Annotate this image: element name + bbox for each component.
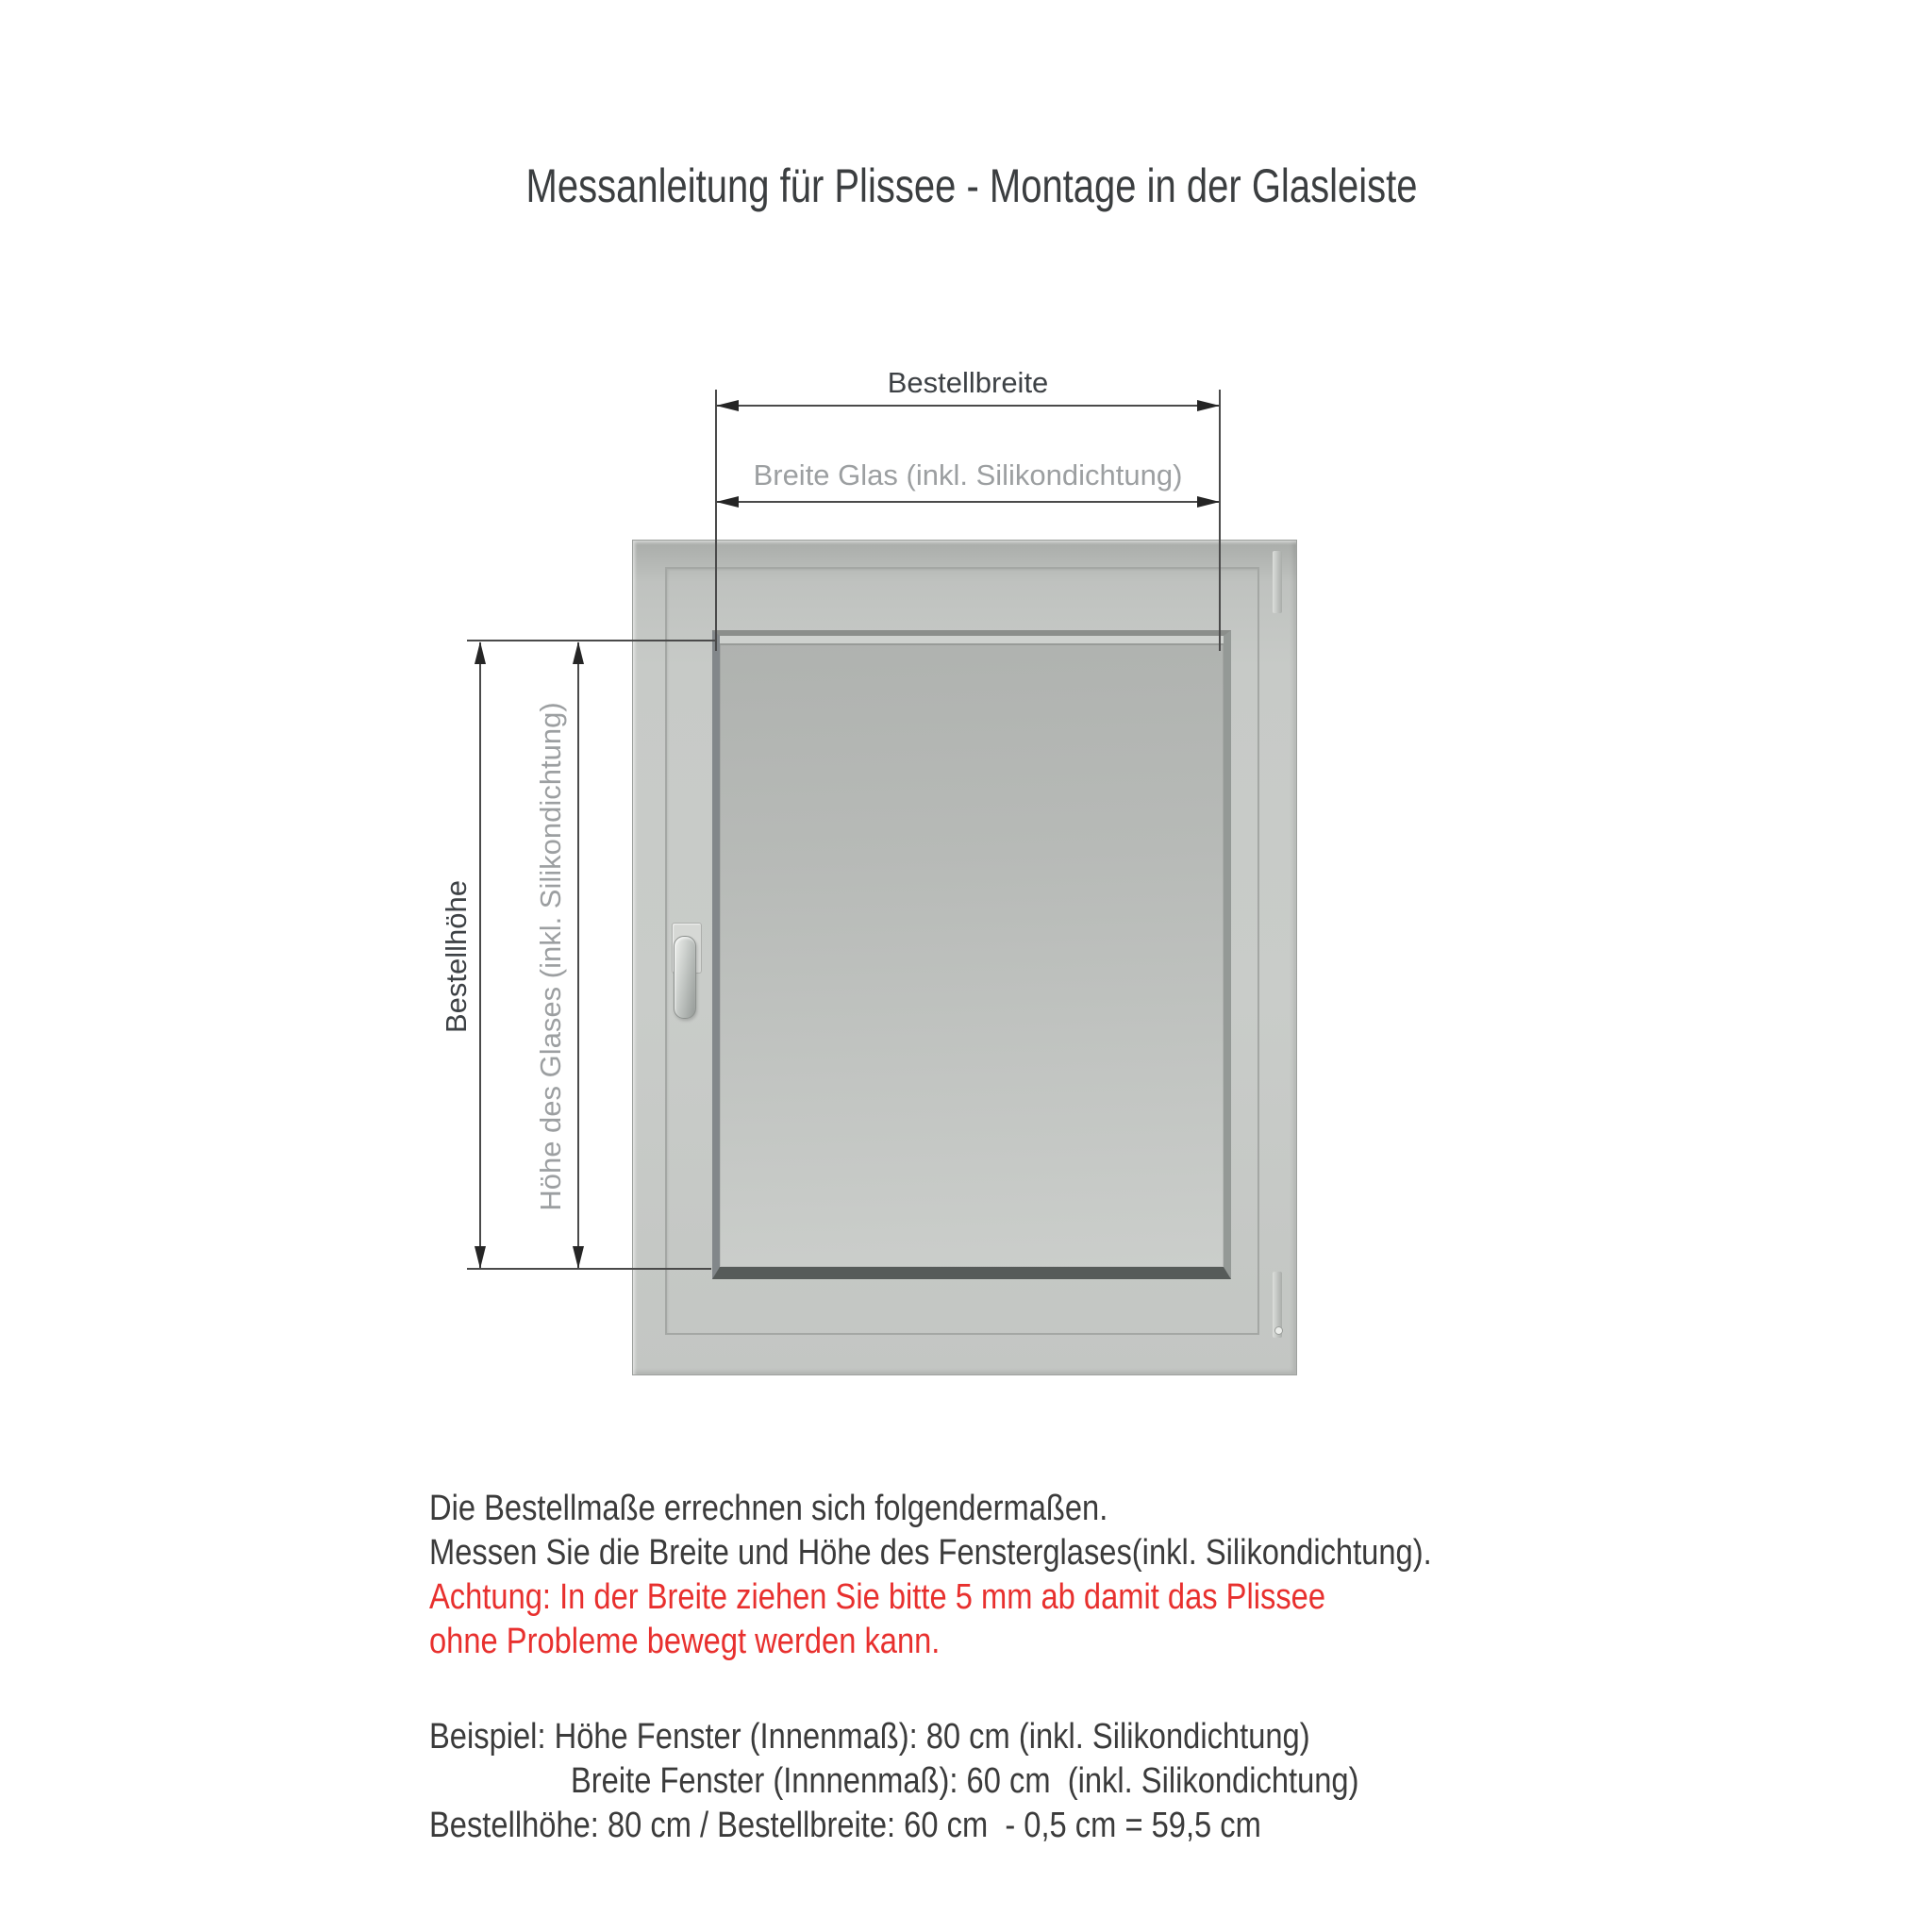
- window-hinge-top: [1273, 551, 1282, 613]
- glazing-bead-strip: [720, 636, 1224, 645]
- example-block: [429, 1715, 1488, 1848]
- example-height-line: Beispiel: Höhe Fenster (Innenmaß): 80 cm (inkl. Silikondichtung): [429, 1717, 1310, 1757]
- warning-line-2: ohne Probleme bewegt werden kann.: [429, 1622, 941, 1661]
- order-width-label: Bestellbreite: [887, 366, 1049, 399]
- glass-width-arrow: [717, 501, 1219, 503]
- extension-line-top: [467, 640, 715, 641]
- arrowhead-right-icon: [1197, 400, 1220, 411]
- extension-line-right: [1219, 390, 1221, 651]
- window-hinge-pin: [1274, 1326, 1283, 1335]
- instruction-line-2: Messen Sie die Breite und Höhe des Fensterglases(inkl. Silikondichtung).: [429, 1533, 1432, 1573]
- arrowhead-up-icon: [475, 641, 486, 664]
- extension-line-left: [715, 390, 717, 651]
- arrowhead-right-icon: [1197, 496, 1220, 508]
- page-title: Messanleitung für Plissee - Montage in der Glasleiste: [525, 159, 1418, 212]
- glass-width-label: Breite Glas (inkl. Silikondichtung): [753, 458, 1183, 491]
- instruction-line-1: Die Bestellmaße errechnen sich folgendermaßen.: [429, 1489, 1108, 1528]
- arrowhead-down-icon: [475, 1246, 486, 1269]
- glass-height-arrow: [577, 642, 579, 1268]
- glass-height-label: Höhe des Glases (inkl. Silikondichtung): [534, 702, 567, 1211]
- window-glass: [712, 630, 1231, 1279]
- extension-line-bottom: [467, 1268, 711, 1270]
- arrowhead-up-icon: [573, 641, 584, 664]
- order-width-arrow: [717, 405, 1219, 407]
- example-width-line: Breite Fenster (Innnenmaß): 60 cm (inkl. Silikondichtung): [571, 1761, 1359, 1801]
- arrowhead-left-icon: [716, 400, 739, 411]
- window-handle: [674, 936, 696, 1019]
- order-height-label: Bestellhöhe: [440, 879, 473, 1034]
- arrowhead-down-icon: [573, 1246, 584, 1269]
- order-height-arrow: [479, 642, 481, 1268]
- instructions-block: [429, 1487, 1595, 1664]
- example-result-line: Bestellhöhe: 80 cm / Bestellbreite: 60 cm - 0,5 cm = 59,5 cm: [429, 1806, 1261, 1845]
- arrowhead-left-icon: [716, 496, 739, 508]
- warning-line-1: Achtung: In der Breite ziehen Sie bitte 5 mm ab damit das Plissee: [429, 1577, 1326, 1617]
